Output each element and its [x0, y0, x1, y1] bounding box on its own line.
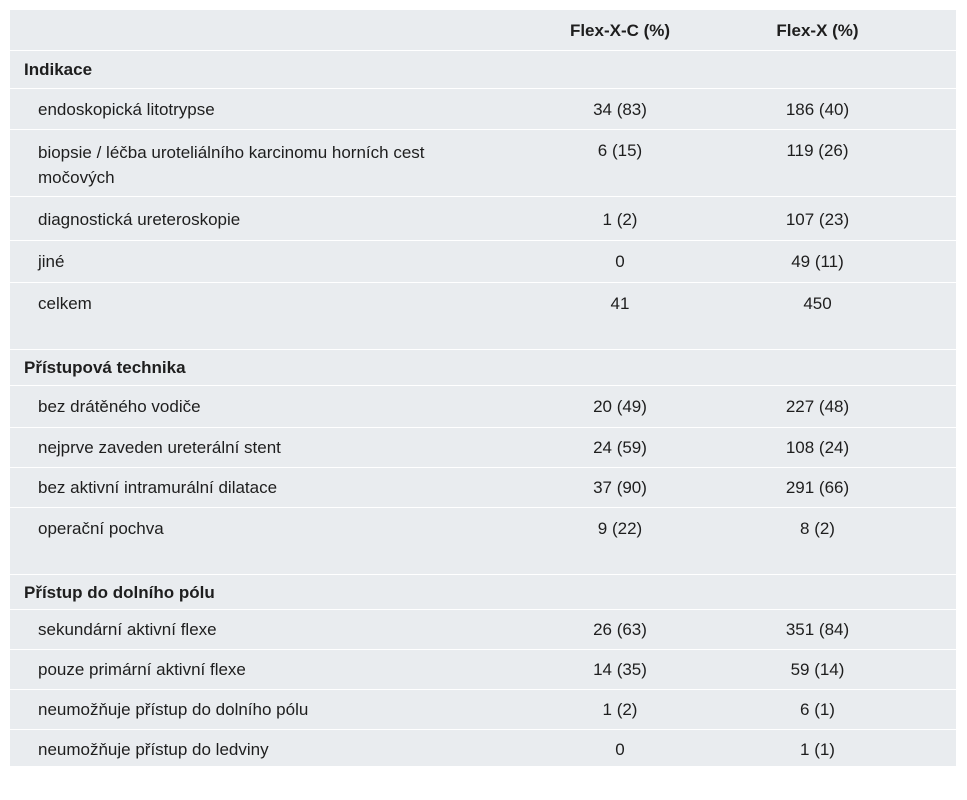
table-row: [10, 130, 956, 197]
row-label: nejprve zaveden ureterální stent: [38, 438, 281, 457]
table-row: [10, 428, 956, 468]
row-value-flex-x: 107 (23): [785, 210, 850, 229]
row-label: biopsie / léčba uroteliálního karcinomu horních cest močových: [38, 143, 425, 187]
row-label: jiné: [38, 252, 65, 271]
table-row: [10, 386, 956, 428]
row-value-flex-x: 119 (26): [786, 141, 849, 160]
row-value-flex-x-c: 20 (49): [593, 397, 647, 416]
row-value-flex-x-c: 41: [610, 294, 630, 313]
section-title: Přístupová technika: [24, 358, 186, 377]
row-value-flex-x: 291 (66): [785, 478, 850, 497]
row-label: celkem: [38, 294, 92, 313]
row-label: diagnostická ureteroskopie: [38, 210, 241, 229]
row-value-flex-x: 49 (11): [791, 252, 844, 271]
data-table: [10, 10, 956, 766]
row-label: sekundární aktivní flexe: [38, 620, 217, 639]
section-title: Přístup do dolního pólu: [24, 583, 215, 602]
table-row: [10, 197, 956, 241]
row-value-flex-x-c: 14 (35): [593, 660, 647, 679]
row-label: neumožňuje přístup do dolního pólu: [38, 700, 309, 719]
row-value-flex-x: 227 (48): [785, 397, 850, 416]
row-value-flex-x: 450: [803, 294, 832, 313]
row-label: endoskopická litotrypse: [38, 100, 215, 119]
row-value-flex-x-c: 34 (83): [593, 100, 647, 119]
table-row: [10, 468, 956, 508]
row-value-flex-x: 6 (1): [800, 700, 835, 719]
row-value-flex-x-c: 9 (22): [597, 519, 643, 538]
section-header-row: [10, 575, 956, 610]
table-row: [10, 89, 956, 130]
row-label: pouze primární aktivní flexe: [38, 660, 246, 679]
row-value-flex-x-c: 0: [615, 740, 625, 759]
table-row: [10, 283, 956, 325]
section-header-row: [10, 350, 956, 386]
row-value-flex-x-c: 1 (2): [602, 700, 638, 719]
column-header-flex-x: Flex-X (%): [776, 21, 859, 40]
table-row: [10, 610, 956, 650]
row-label: bez aktivní intramurální dilatace: [38, 478, 278, 497]
section-header-row: [10, 51, 956, 89]
table-row: [10, 690, 956, 730]
row-label: operační pochva: [38, 519, 164, 538]
section-spacer: [10, 550, 956, 575]
row-value-flex-x-c: 6 (15): [597, 141, 643, 160]
row-value-flex-x: 351 (84): [785, 620, 850, 639]
row-value-flex-x-c: 24 (59): [593, 438, 647, 457]
table-row: [10, 508, 956, 550]
row-value-flex-x: 59 (14): [790, 660, 845, 679]
row-value-flex-x-c: 0: [615, 252, 625, 271]
section-spacer: [10, 325, 956, 350]
row-value-flex-x-c: 26 (63): [593, 620, 647, 639]
column-header-flex-x-c: Flex-X-C (%): [569, 21, 671, 40]
row-label: neumožňuje přístup do ledviny: [38, 740, 269, 759]
section-title: Indikace: [24, 60, 93, 79]
table-header-row: [10, 10, 956, 51]
table-row: [10, 730, 956, 766]
row-value-flex-x: 8 (2): [800, 519, 835, 538]
row-label: bez drátěného vodiče: [38, 397, 201, 416]
row-value-flex-x: 108 (24): [785, 438, 850, 457]
row-value-flex-x: 186 (40): [785, 100, 850, 119]
row-value-flex-x-c: 1 (2): [602, 210, 638, 229]
row-value-flex-x-c: 37 (90): [593, 478, 647, 497]
table-row: [10, 650, 956, 690]
row-value-flex-x: 1 (1): [800, 740, 835, 759]
table-row: [10, 241, 956, 283]
